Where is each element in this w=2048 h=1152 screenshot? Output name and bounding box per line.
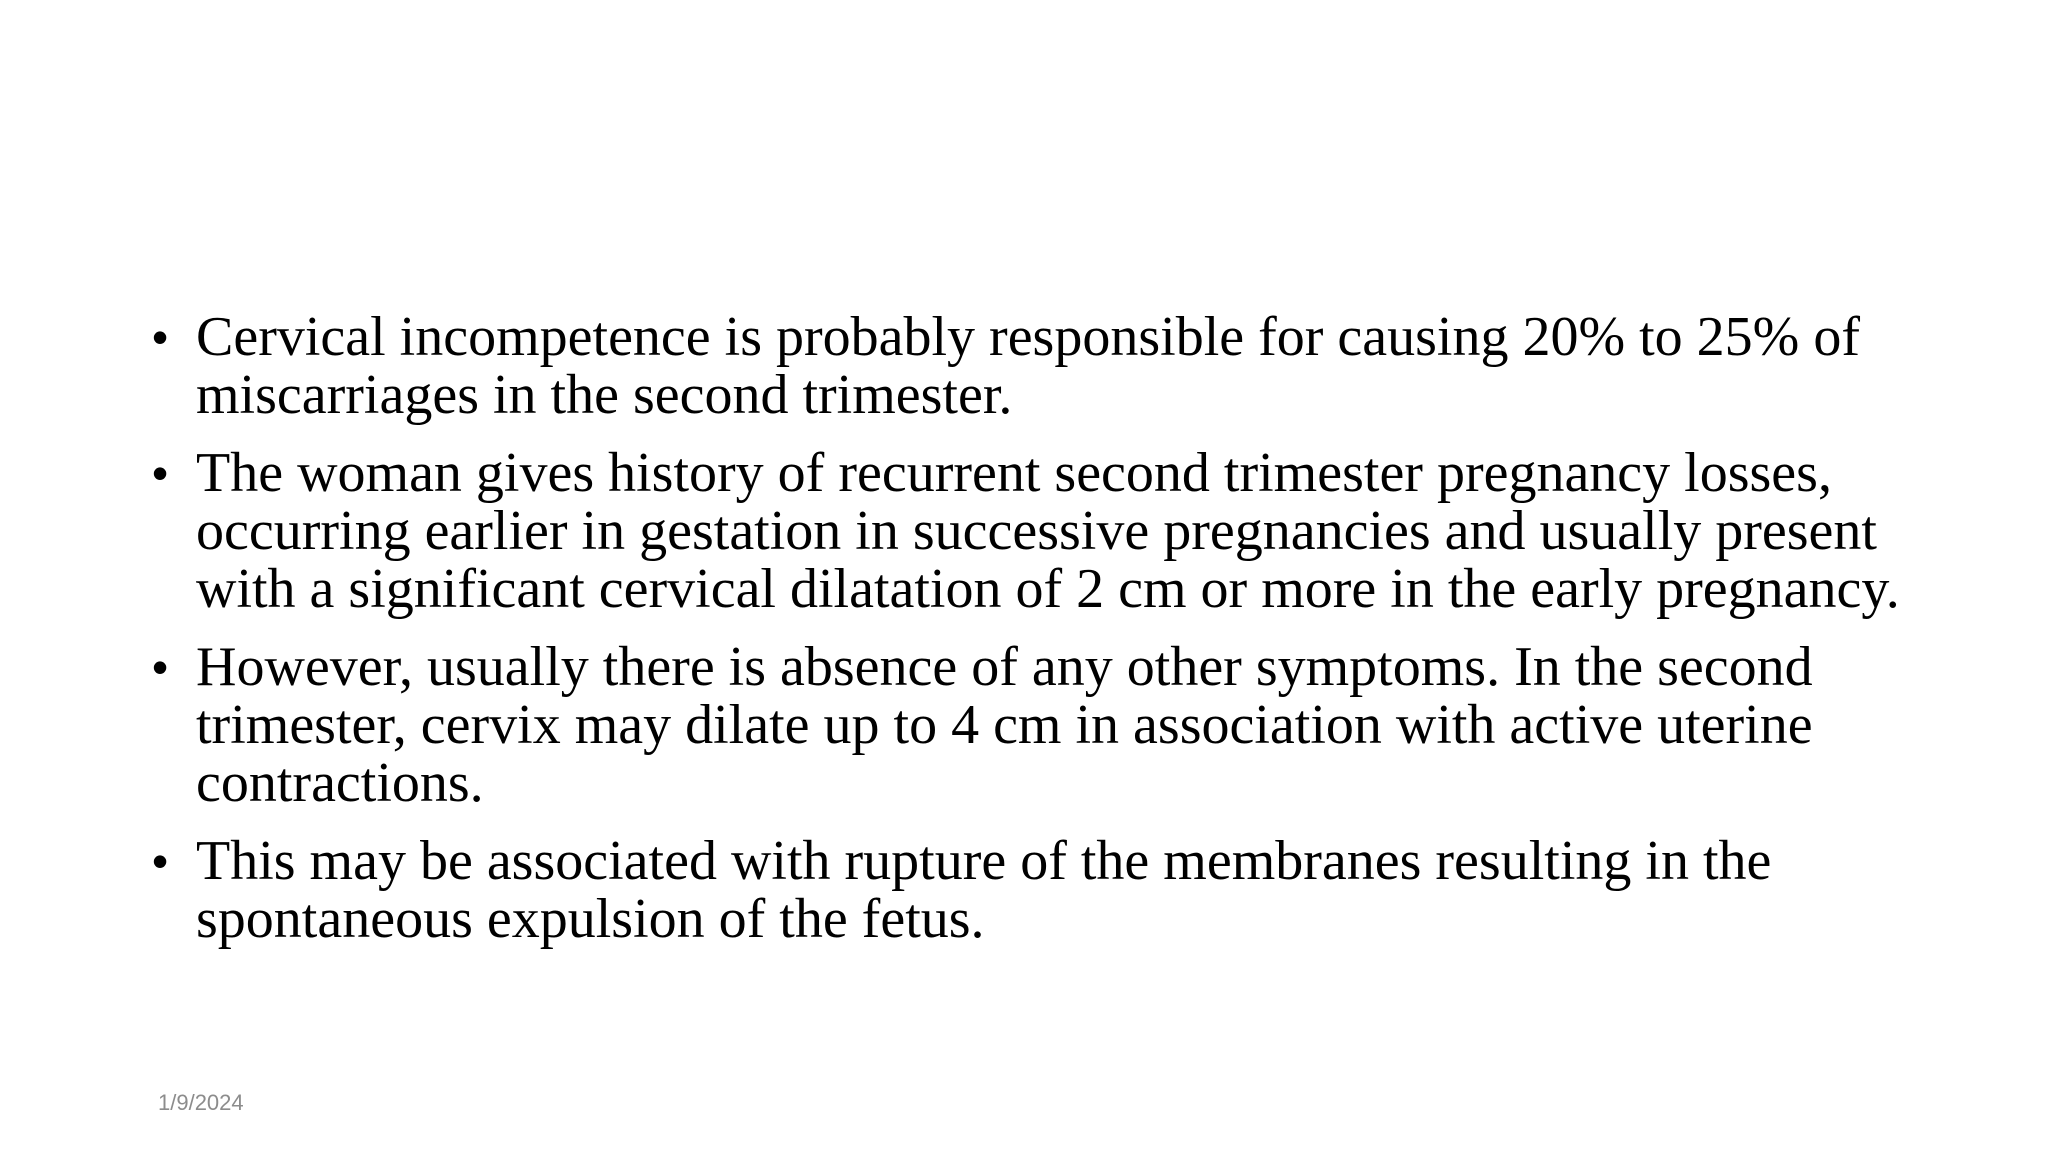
bullet-text: This may be associated with rupture of the membranes resulting in the spontaneous expulsion of the fetus. [196, 830, 1772, 950]
footer-date: 1/9/2024 [158, 1090, 244, 1115]
bullet-item-2 [152, 444, 1922, 618]
bullet-icon: • [152, 447, 169, 499]
bullet-icon: • [152, 835, 169, 887]
bullet-icon: • [152, 641, 169, 693]
bullet-text: The woman gives history of recurrent second trimester pregnancy losses, occurring earlier in gestation in successive pregnancies and usually present with a significant cervical dilatation of 2 cm or more in the early pregnancy. [196, 442, 1900, 620]
bullet-list [152, 308, 1922, 968]
bullet-item-3 [152, 638, 1922, 812]
bullet-item-1 [152, 308, 1922, 424]
bullet-text: Cervical incompetence is probably responsible for causing 20% to 25% of miscarriages in the second trimester. [196, 306, 1860, 426]
bullet-icon: • [152, 311, 169, 363]
bullet-text: However, usually there is absence of any other symptoms. In the second trimester, cervix may dilate up to 4 cm in association with active uterine contractions. [196, 636, 1813, 814]
bullet-item-4 [152, 832, 1922, 948]
